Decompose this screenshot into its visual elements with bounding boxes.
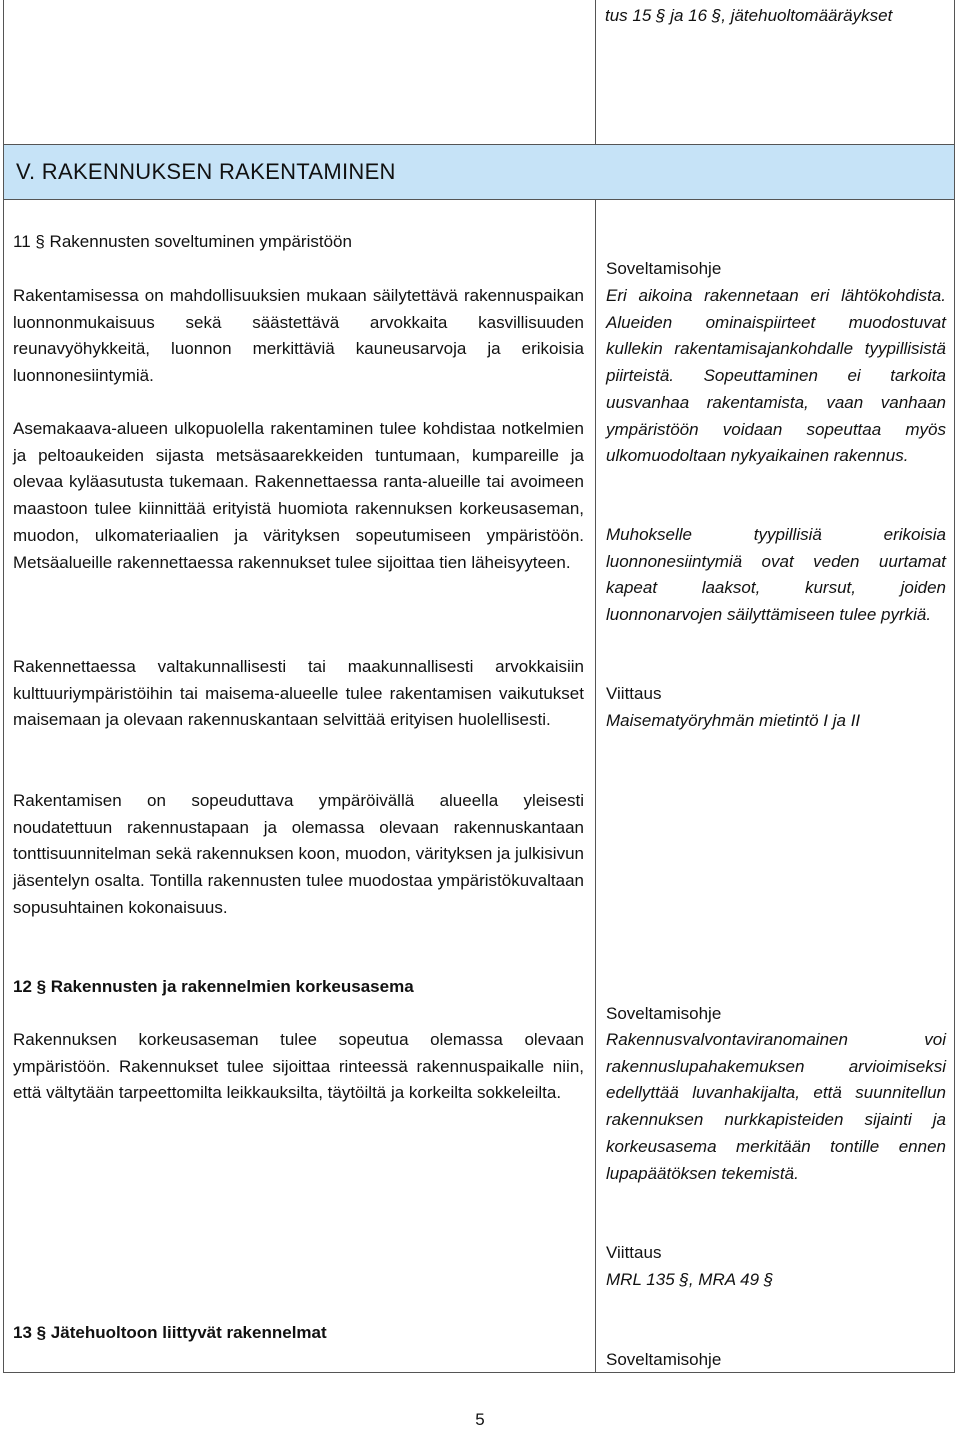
column-divider <box>595 0 596 144</box>
section-11-guide-label: Soveltamisohje <box>606 259 722 278</box>
section-11-reference-text: Maisematyöryhmän mietintö I ja II <box>606 711 861 730</box>
section-11-paragraph-1: Rakentamisessa on mahdollisuuksien mukaan säilytettävä rakennuspaikan luonnonmukaisuus sekä säästettävä arvokkaita kasvillisuuden reunavyöhykkeitä, luonnon merkittäviä kauneusarvoja ja erikoisia luonnonesiintymiä. <box>13 286 584 386</box>
section-12-guide-paragraph-1: Rakennusvalvontaviranomainen voi rakennuslupahakemuksen arvioimiseksi edellyttää luvanhakijalta, että suunnitellun rakennuksen nurkkapisteiden sijainti ja korkeusasema merkitään tontille ennen lupapäätöksen tekemistä. <box>606 1030 946 1183</box>
section-header-band <box>3 145 955 200</box>
section-13-heading: 13 § Jätehuoltoon liittyvät rakennelmat <box>13 1323 327 1342</box>
section-12-paragraph-1: Rakennuksen korkeusaseman tulee sopeutua olemassa olevaan ympäristöön. Rakennukset tulee sijoittaa rinteessä rakennuspaikalle niin, että vältytään tarpeettomilta leikkauksilta, täytöiltä ja korkeilta sokkeleilta. <box>13 1030 584 1103</box>
continued-text: tus 15 § ja 16 §, jätehuoltomääräykset <box>605 6 893 25</box>
section-11-paragraph-4: Rakentamisen on sopeuduttava ympäröivällä alueella yleisesti noudatettuun rakennustapaan ja olemassa olevaan rakennuskantaan tonttisuunnitelman sekä rakennuksen koon, muodon, värityksen ja julkisivun jäsentelyn osalta. Tontilla rakennusten tulee muodostaa ympäristökuvaltaan sopusuhtainen kokonaisuus. <box>13 791 584 917</box>
section-12-reference-text: MRL 135 §, MRA 49 § <box>606 1270 774 1289</box>
section-11-paragraph-3: Rakennettaessa valtakunnallisesti tai maakunnallisesti arvokkaisiin kulttuuriympäristöihin tai maisema-alueelle tulee rakentamisen vaikutukset maisemaan ja olevaan rakennuskantaan selvittää erityisen huolellisesti. <box>13 657 584 730</box>
column-divider <box>595 200 596 1372</box>
section-13-guide-label: Soveltamisohje <box>606 1350 722 1369</box>
section-11-guide-paragraph-2: Muhokselle tyypillisiä erikoisia luonnonesiintymiä ovat veden uurtamat kapeat laaksot, kursut, joiden luonnonarvojen säilyttämiseen tulee pyrkiä. <box>606 525 946 625</box>
section-11-paragraph-2: Asemakaava-alueen ulkopuolella rakentaminen tulee kohdistaa notkelmien ja peltoaukeiden sijasta metsäsaarekkeiden tuntumaan, kumpareille ja olevaa kyläasutusta tukemaan. Rakennettaessa ranta-alueille tai avoimeen maastoon tulee kiinnittää erityistä huomiota rakennuksen korkeusaseman, muodon, ulkomateriaalien ja värityksen sopeutumiseen ympäristöön. Metsäalueille rakennettaessa rakennukset tulee sijoittaa tien läheisyyteen. <box>13 419 584 572</box>
section-11-guide-paragraph-1: Eri aikoina rakennetaan eri lähtökohdista. Alueiden ominaispiirteet muodostuvat kullekin rakentamisajankohdalle tyypillisistä piirteistä. Sopeuttaminen ei tarkoita uusvanhaa rakentamista, vaan vanhaan ympäristöön voidaan sopeuttaa myös ulkomuodoltaan nykyaikainen rakennus. <box>606 286 946 466</box>
section-title: V. RAKENNUKSEN RAKENTAMINEN <box>16 159 396 184</box>
section-12-heading: 12 § Rakennusten ja rakennelmien korkeusasema <box>13 977 414 996</box>
section-11-reference-label: Viittaus <box>606 684 662 703</box>
page-number: 5 <box>475 1410 485 1429</box>
section-12-guide-label: Soveltamisohje <box>606 1004 722 1023</box>
section-12-reference-label: Viittaus <box>606 1243 662 1262</box>
section-11-heading: 11 § Rakennusten soveltuminen ympäristöön <box>13 232 352 251</box>
